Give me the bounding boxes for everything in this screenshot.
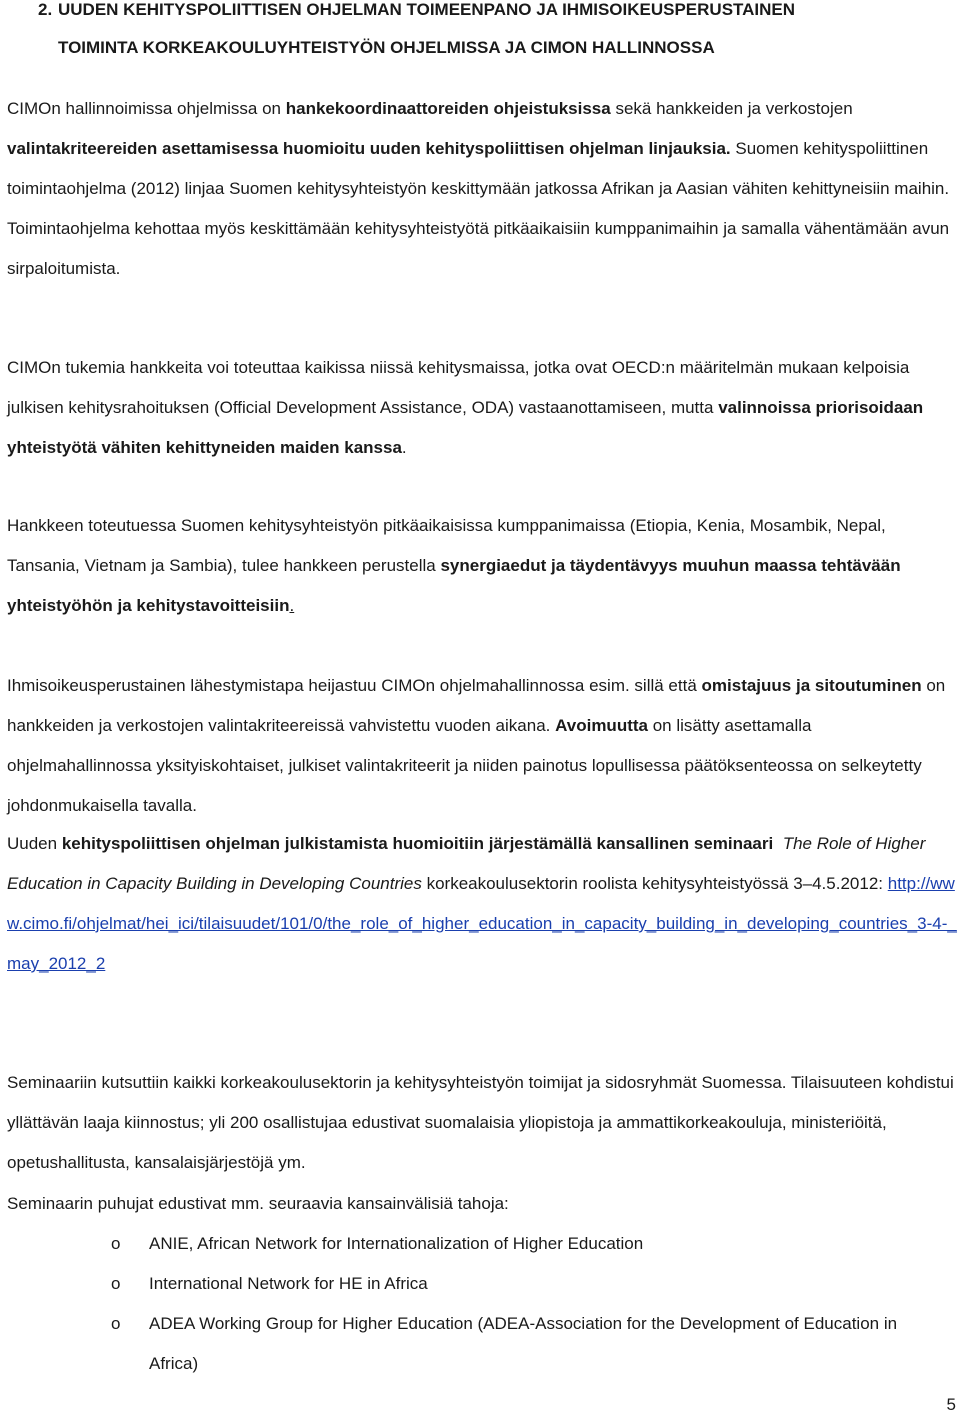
list-item xyxy=(7,1304,937,1384)
paragraph-seminar xyxy=(7,824,957,984)
text-run: CIMOn hallinnoimissa ohjelmissa on xyxy=(7,99,286,118)
section-heading-line-2 xyxy=(58,38,960,58)
seminar-title: The Role of Higher Education in Capacity Building in Developing Countries xyxy=(7,834,926,893)
paragraph-oecd-oda xyxy=(7,348,957,468)
section-title-line-1: UUDEN KEHITYSPOLIITTISEN OHJELMAN TOIMEENPANO JA IHMISOIKEUSPERUSTAINEN xyxy=(58,0,796,19)
text-run: on hankkeiden ja verkostojen valintakriteereissä vahvistettu vuoden aikana. xyxy=(7,676,946,735)
text-run: Seminaarin puhujat edustivat mm. seuraavia kansainvälisiä tahoja: xyxy=(7,1194,509,1213)
bold-text: valintakriteereiden asettamisessa huomioitu uuden kehityspoliittisen ohjelman linjauksia. xyxy=(7,139,731,158)
section-title-line-2: TOIMINTA KORKEAKOULUYHTEISTYÖN OHJELMISSA JA CIMON HALLINNOSSA xyxy=(58,38,715,57)
paragraph-partner-countries xyxy=(7,506,957,626)
list-item xyxy=(7,1264,937,1304)
list-item-text: International Network for HE in Africa xyxy=(149,1274,428,1293)
paragraph-program-guidelines xyxy=(7,89,957,289)
bullet-marker: o xyxy=(111,1314,121,1333)
text-run: sekä hankkeiden ja verkostojen xyxy=(610,99,853,118)
speaker-organizations-list xyxy=(7,1224,937,1384)
list-item xyxy=(7,1224,937,1264)
text-run: on lisätty asettamalla ohjelmahallinnossa yksityiskohtaiset, julkiset valintakriteerit ja niiden painotus lopullisessa päätöksenteossa on selkeytetty johdonmukaisella tavalla. xyxy=(7,716,922,815)
bullet-marker: o xyxy=(111,1234,121,1253)
text-run: . xyxy=(401,438,407,457)
section-number: 2. xyxy=(38,0,53,19)
paragraph-speakers-intro xyxy=(7,1184,957,1224)
paragraph-human-rights-approach xyxy=(7,666,957,826)
list-item-text: ADEA Working Group for Higher Education (ADEA-Association for the Development of Education in Africa) xyxy=(149,1314,898,1373)
text-run xyxy=(773,834,782,853)
text-run: Toimintaohjelma kehottaa myös keskittämään kehitysyhteistyötä pitkäaikaisiin kumppanimaihin ja samalla vähentämään avun sirpaloitumista. xyxy=(7,219,950,278)
text-run: Ihmisoikeusperustainen lähestymistapa heijastuu CIMOn ohjelmahallinnossa esim. sillä että xyxy=(7,676,702,695)
page-number: 5 xyxy=(946,1395,956,1414)
list-item-text: ANIE, African Network for Internationalization of Higher Education xyxy=(149,1234,644,1253)
bold-text: synergiaedut ja täydentävyys muuhun maassa tehtävään yhteistyöhön ja kehitystavoitteisiin xyxy=(7,556,901,615)
seminar-link[interactable]: http://www.cimo.fi/ohjelmat/hei_ici/tilaisuudet/101/0/the_role_of_higher_education_in_capacity_building_in_developing_countries_3-4-_may_2012_2 xyxy=(7,874,957,973)
bold-text: hankekoordinaattoreiden ohjeistuksissa xyxy=(285,99,611,118)
text-run: Uuden xyxy=(7,834,62,853)
bullet-marker: o xyxy=(111,1274,121,1293)
text-run: Seminaariin kutsuttiin kaikki korkeakoulusektorin ja kehitysyhteistyön toimijat ja sidosryhmät Suomessa. Tilaisuuteen kohdistui yllättävän laaja kiinnostus; yli 200 osallistujaa edustivat suomalaisia yliopistoja ja ammattikorkeakouluja, ministeriöitä, opetushallitusta, kansalaisjärjestöjä ym. xyxy=(7,1073,954,1172)
bold-text: Avoimuutta xyxy=(555,716,648,735)
section-heading-line-1 xyxy=(38,0,960,20)
text-run: . xyxy=(289,596,295,615)
text-run: Suomen kehityspoliittinen toimintaohjelma (2012) linjaa Suomen kehitysyhteistyön keskittymään jatkossa Afrikan ja Aasian vähiten kehittyneisiin maihin. xyxy=(7,139,950,198)
bold-text: kehityspoliittisen ohjelman julkistamista huomioitiin järjestämällä kansallinen seminaari xyxy=(61,834,774,853)
bold-text: omistajuus ja sitoutuminen xyxy=(701,676,922,695)
paragraph-seminar-participants xyxy=(7,1063,957,1183)
text-run: Hankkeen toteutuessa Suomen kehitysyhteistyön pitkäaikaisissa kumppanimaissa (Etiopia, Kenia, Mosambik, Nepal, Tansania, Vietnam ja Sambia), tulee hankkeen perustella xyxy=(7,516,886,575)
bold-text: valinnoissa priorisoidaan yhteistyötä vähiten kehittyneiden maiden kanssa xyxy=(7,398,924,457)
text-run: CIMOn tukemia hankkeita voi toteuttaa kaikissa niissä kehitysmaissa, jotka ovat OECD:n määritelmän mukaan kelpoisia julkisen kehitysrahoituksen (Official Development Assistance, ODA) vastaanottamiseen, mutta xyxy=(7,358,910,417)
text-run: korkeakoulusektorin roolista kehitysyhteistyössä 3–4.5.2012: xyxy=(421,874,884,893)
